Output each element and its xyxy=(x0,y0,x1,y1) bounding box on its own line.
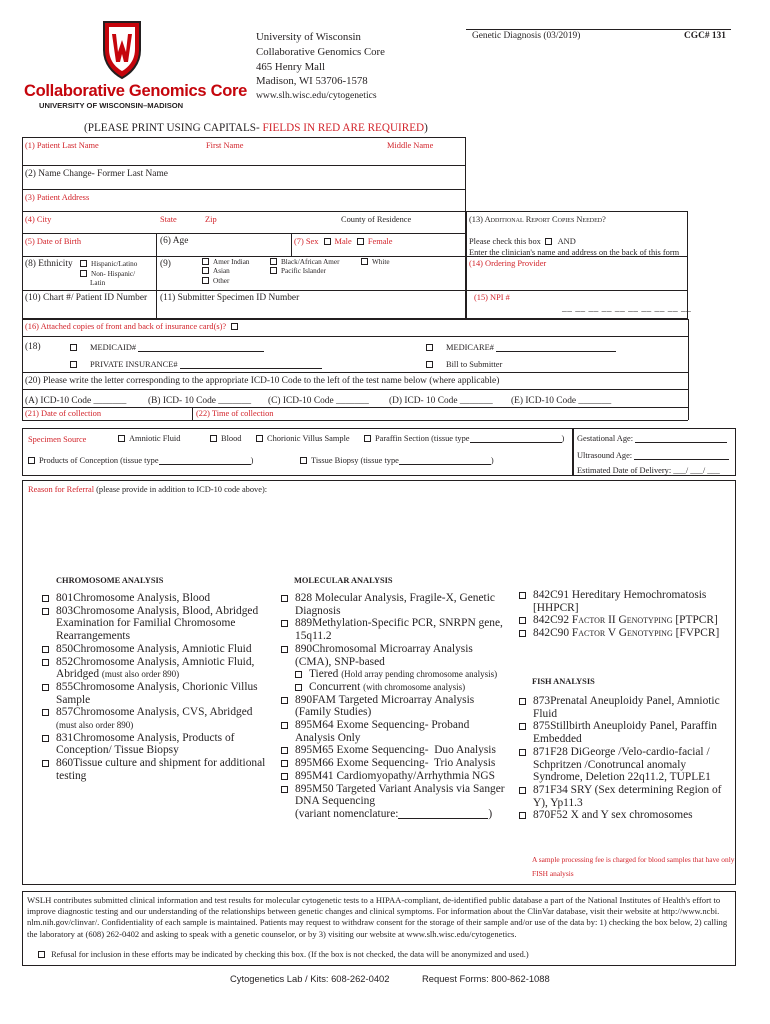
hispanic-checkbox[interactable] xyxy=(80,260,87,267)
test-828[interactable] xyxy=(281,592,507,617)
gestational-age-row xyxy=(577,434,727,443)
asian-label: Asian xyxy=(213,267,230,276)
test-852-label: 852Chromosome Analysis, Amniotic Fluid, Abridged xyxy=(56,655,255,681)
refusal-checkbox[interactable] xyxy=(38,951,45,958)
edd-row xyxy=(577,466,720,475)
paraffin-input[interactable] xyxy=(470,434,562,443)
test-895m65[interactable] xyxy=(281,744,507,757)
hemochromatosis-list xyxy=(519,589,731,640)
test-857-label: 857Chromosome Analysis, CVS, Abridged xyxy=(56,706,253,719)
test-803-checkbox[interactable] xyxy=(42,608,49,615)
report-copies-checkbox[interactable] xyxy=(545,238,552,245)
test-871f34-label: 871F34 SRY (Sex determining Region of Y), Yp11.3 xyxy=(533,783,722,809)
former-last-name-field[interactable]: (2) Name Change- Former Last Name xyxy=(25,169,168,179)
logo-text: Collaborative Genomics Core xyxy=(24,82,247,100)
patient-last-name-field[interactable]: (1) Patient Last Name xyxy=(25,141,99,150)
report-copies-label: (13) Additional Report Copies Needed? xyxy=(469,215,606,224)
icd-code-b[interactable]: (B) ICD- 10 Code _______ xyxy=(148,396,252,406)
bill-submitter-label: Bill to Submitter xyxy=(446,360,503,369)
white-label: White xyxy=(372,258,390,266)
ethnicity-options xyxy=(80,260,137,289)
test-842c92-checkbox[interactable] xyxy=(519,617,526,624)
test-860-checkbox[interactable] xyxy=(42,760,49,767)
lab-kits-phone: Cytogenetics Lab / Kits: 608-262-0402 xyxy=(230,973,390,984)
medicare-input[interactable] xyxy=(496,343,616,352)
instructions xyxy=(84,122,428,134)
test-890-concurrent[interactable] xyxy=(281,681,507,694)
test-890-tiered[interactable] xyxy=(281,668,507,681)
concurrent-checkbox[interactable] xyxy=(295,684,302,691)
npi-field[interactable]: (15) NPI # xyxy=(474,293,510,302)
white-checkbox[interactable] xyxy=(361,258,368,265)
ultrasound-age-row xyxy=(577,451,729,460)
non-hispanic-checkbox[interactable] xyxy=(80,270,87,277)
poc-checkbox[interactable] xyxy=(28,457,35,464)
test-890-label: 890Chromosomal Microarray Analysis (CMA), SNP-based xyxy=(295,642,473,668)
edd-label: Estimated Date of Delivery: xyxy=(577,466,672,475)
address-line: Collaborative Genomics Core xyxy=(256,45,385,58)
test-875[interactable] xyxy=(519,720,733,745)
test-857-note: (must also order 890) xyxy=(56,720,134,731)
race-options-3 xyxy=(361,258,390,266)
tiered-note: (Hold array pending chromosome analysis) xyxy=(341,669,498,680)
hispanic-label: Hispanic/Latino xyxy=(91,260,138,268)
private-insurance-label: PRIVATE INSURANCE# xyxy=(90,360,178,369)
clinvar-disclaimer: WSLH contributes submitted clinical information and test results for molecular cytogenetic tests to a HIPAA-compliant, de-identified public database a part of the National Institutes of Health's effort to improve diagnostic testing and our understanding of the relationships between genetic changes and clinical symptoms. For information about the ClinVar database, visit their website at http://www.ncbi. nlm.nih.gov/clinvar/. Confidentiality of each sample is maintained. Patients may request to withdraw consent for the storage of their sample and/or use of the data by: 1) checking the box below, 2) calling the laboratory at (608) 262-0402 and asking to speak with a genetic counselor, or by 3) visiting our website at www.slh.wisc.edu/cytogenetics. xyxy=(27,895,728,939)
insurance-cards-checkbox[interactable] xyxy=(231,323,238,330)
test-889[interactable] xyxy=(281,617,507,642)
tissue-biopsy-checkbox[interactable] xyxy=(300,457,307,464)
test-842c90[interactable] xyxy=(519,627,731,640)
collection-date-field[interactable]: (21) Date of collection xyxy=(25,409,102,418)
test-801-label: 801Chromosome Analysis, Blood xyxy=(56,592,211,604)
race-options-2 xyxy=(270,258,339,277)
check-box-text: Please check this box xyxy=(469,237,541,246)
test-801[interactable] xyxy=(42,592,266,605)
private-insurance-input[interactable] xyxy=(180,360,322,369)
collection-time-field[interactable]: (22) Time of collection xyxy=(196,409,274,418)
medicaid-checkbox[interactable] xyxy=(70,344,77,351)
test-871f28[interactable] xyxy=(519,746,733,784)
test-852-checkbox[interactable] xyxy=(42,659,49,666)
test-873-checkbox[interactable] xyxy=(519,698,526,705)
blood-label: Blood xyxy=(221,434,242,443)
test-857-checkbox[interactable] xyxy=(42,709,49,716)
test-871f28-checkbox[interactable] xyxy=(519,749,526,756)
cvs-label: Chorionic Villus Sample xyxy=(267,434,350,443)
pacific-label: Pacific Islander xyxy=(281,267,326,276)
variant-nomenclature-close: ) xyxy=(488,807,493,820)
amer-indian-checkbox[interactable] xyxy=(202,258,209,265)
test-895m66[interactable] xyxy=(281,757,507,770)
other-race-label: Other xyxy=(213,276,230,285)
amer-indian-label: Amer Indian xyxy=(213,258,250,266)
test-842c90-checkbox[interactable] xyxy=(519,630,526,637)
crest-icon xyxy=(100,18,144,80)
chromosome-title: CHROMOSOME ANALYSIS xyxy=(56,576,164,585)
test-870f52-label: 870F52 X and Y sex chromosomes xyxy=(533,809,693,822)
male-checkbox[interactable] xyxy=(324,238,331,245)
icd-code-e[interactable]: (E) ICD-10 Code _______ xyxy=(511,396,612,406)
test-889-checkbox[interactable] xyxy=(281,620,288,627)
test-871f34[interactable] xyxy=(519,784,733,809)
pacific-checkbox[interactable] xyxy=(270,267,277,274)
poc-close: ) xyxy=(250,456,254,465)
test-871f34-checkbox[interactable] xyxy=(519,787,526,794)
county-field[interactable]: County of Residence xyxy=(341,215,412,224)
zip-field[interactable]: Zip xyxy=(205,215,217,224)
patient-first-name-field[interactable]: First Name xyxy=(206,141,244,150)
test-895m41[interactable] xyxy=(281,770,507,783)
state-field[interactable]: State xyxy=(160,215,177,224)
fish-list xyxy=(519,695,733,822)
reason-referral-instruction: (please provide in addition to ICD-10 code above): xyxy=(94,485,268,494)
paraffin-option xyxy=(364,434,564,443)
chromosome-list xyxy=(42,592,266,783)
medicare-label: MEDICARE# xyxy=(446,343,494,352)
form-code: CGC# 131 xyxy=(684,31,726,41)
test-895m66-checkbox[interactable] xyxy=(281,760,288,767)
fish-title: FISH ANALYSIS xyxy=(532,677,595,686)
tissue-biopsy-input[interactable] xyxy=(399,456,491,465)
test-842c91-label: 842C91 Hereditary Hemochromatosis xyxy=(533,589,707,601)
female-label: Female xyxy=(367,237,393,246)
test-890fam-checkbox[interactable] xyxy=(281,697,288,704)
poc-label: Products of Conception (tissue type xyxy=(39,456,159,465)
tissue-biopsy-option xyxy=(300,456,494,465)
test-852[interactable] xyxy=(42,656,266,681)
insurance-cards-row xyxy=(25,322,242,331)
black-label: Black/African Amer xyxy=(281,258,340,266)
test-895m50-label: 895M50 Targeted Variant Analysis via Sanger DNA Sequencing xyxy=(295,782,505,808)
lab-website: www.slh.wisc.edu/cytogenetics xyxy=(256,90,377,102)
test-895m41-checkbox[interactable] xyxy=(281,773,288,780)
female-checkbox[interactable] xyxy=(357,238,364,245)
refusal-label: Refusal for inclusion in these efforts may be indicated by checking this box. (If the box is not checked, the data will be anonymized and used.) xyxy=(51,950,529,959)
test-889-label: 889Methylation-Specific PCR, SNRPN gene, 15q11.2 xyxy=(295,617,503,643)
test-855-label: 855Chromosome Analysis, Chorionic Villus Sample xyxy=(56,680,258,706)
test-842c91-code: [HHPCR] xyxy=(533,601,579,614)
edd-input[interactable]: ___/ ___/ ___ xyxy=(673,466,720,475)
reason-referral-label: Reason for Referral xyxy=(28,485,95,494)
test-890[interactable] xyxy=(281,643,507,668)
test-860[interactable] xyxy=(42,757,266,782)
address-line: Madison, WI 53706-1578 xyxy=(256,75,368,88)
specimen-source-label: Specimen Source xyxy=(28,435,87,444)
specimen-id-field[interactable]: (11) Submitter Specimen ID Number xyxy=(160,293,300,303)
test-895m65-label: 895M65 Exome Sequencing- Duo Analysis xyxy=(295,744,496,757)
reason-referral-row xyxy=(28,485,267,494)
test-842c91-checkbox[interactable] xyxy=(519,592,526,599)
paraffin-label: Paraffin Section (tissue type xyxy=(375,434,470,443)
other-race-checkbox[interactable] xyxy=(202,277,209,284)
fish-footnote: A sample processing fee is charged for blood samples that have only FISH analysis xyxy=(532,855,735,878)
test-828-label: 828 Molecular Analysis, Fragile-X, Genetic Diagnosis xyxy=(295,592,495,617)
clinician-instruction: Enter the clinician's name and address on the back of this form xyxy=(469,248,680,257)
instruction-text: (PLEASE PRINT USING CAPITALS- xyxy=(84,122,260,134)
test-855[interactable] xyxy=(42,681,266,706)
medicaid-input[interactable] xyxy=(138,343,264,352)
test-803[interactable] xyxy=(42,605,266,643)
tissue-biopsy-close: ) xyxy=(490,456,494,465)
concurrent-label: Concurrent xyxy=(309,680,361,693)
age-field[interactable]: (6) Age xyxy=(160,236,189,246)
test-850-label: 850Chromosome Analysis, Amniotic Fluid xyxy=(56,642,252,655)
form-title-box xyxy=(466,29,731,30)
request-forms-phone: Request Forms: 800-862-1088 xyxy=(422,973,550,984)
blood-option xyxy=(210,434,241,443)
dob-field[interactable]: (5) Date of Birth xyxy=(25,237,82,246)
test-895m64-label: 895M64 Exome Sequencing- Proband Analysis Only xyxy=(295,719,470,744)
test-842c90-label: 842C90 Factor V Genotyping [FVPCR] xyxy=(533,627,720,640)
test-890-checkbox[interactable] xyxy=(281,646,288,653)
cvs-checkbox[interactable] xyxy=(256,435,263,442)
amniotic-checkbox[interactable] xyxy=(118,435,125,442)
test-875-label: 875Stillbirth Aneuploidy Panel, Paraffin Embedded xyxy=(533,720,717,746)
address-line: University of Wisconsin xyxy=(256,31,361,43)
test-895m50[interactable] xyxy=(281,783,507,808)
test-801-checkbox[interactable] xyxy=(42,595,49,602)
race-label: (9) xyxy=(160,259,171,269)
test-873-label: 873Prenatal Aneuploidy Panel, Amniotic Fluid xyxy=(533,695,720,720)
instruction-required: FIELDS IN RED ARE REQUIRED xyxy=(259,122,425,134)
icd-code-a[interactable]: (A) ICD-10 Code _______ xyxy=(25,396,127,406)
form-title: Genetic Diagnosis (03/2019) xyxy=(472,31,581,41)
bill-submitter-row xyxy=(426,360,502,369)
sex-field xyxy=(294,237,392,246)
latin-label: Latin xyxy=(90,279,106,288)
address-line: 465 Henry Mall xyxy=(256,60,325,73)
concurrent-note: (with chromosome analysis) xyxy=(363,681,466,692)
test-870f52[interactable] xyxy=(519,809,733,822)
test-803-label: 803Chromosome Analysis, Blood, Abridged Examination for Familial Chromosome Rearrangements xyxy=(56,604,259,643)
poc-input[interactable] xyxy=(159,456,251,465)
race-options-1 xyxy=(202,258,250,286)
instruction-close: ) xyxy=(424,122,428,134)
black-checkbox[interactable] xyxy=(270,258,277,265)
icd-code-d[interactable]: (D) ICD- 10 Code _______ xyxy=(389,396,493,406)
report-copies-instructions xyxy=(469,236,679,258)
test-857[interactable] xyxy=(42,706,266,731)
test-895m50-checkbox[interactable] xyxy=(281,786,288,793)
test-842c92-label: 842C92 Factor II Genotyping [PTPCR] xyxy=(533,614,718,627)
icd-code-c[interactable]: (C) ICD-10 Code _______ xyxy=(268,396,369,406)
patient-address-field[interactable]: (3) Patient Address xyxy=(25,193,90,202)
amniotic-option xyxy=(118,434,180,443)
ethnicity-label: (8) Ethnicity xyxy=(25,259,73,269)
icd-instruction: (20) Please write the letter corresponding to the appropriate ICD-10 Code to the left of the test name below (where applicable) xyxy=(25,376,500,386)
medicare-row xyxy=(426,343,616,352)
chart-id-field[interactable]: (10) Chart #/ Patient ID Number xyxy=(25,293,148,303)
logo xyxy=(24,18,247,110)
medicare-checkbox[interactable] xyxy=(426,344,433,351)
ordering-provider-field[interactable]: (14) Ordering Provider xyxy=(469,259,547,268)
blood-checkbox[interactable] xyxy=(210,435,217,442)
cvs-option xyxy=(256,434,350,443)
amniotic-label: Amniotic Fluid xyxy=(129,434,181,443)
city-field[interactable]: (4) City xyxy=(25,215,52,224)
variant-nomenclature-input[interactable] xyxy=(398,810,488,819)
test-852-note: (must also order 890) xyxy=(101,669,180,680)
test-828-checkbox[interactable] xyxy=(281,595,288,602)
medicaid-label: MEDICAID# xyxy=(90,343,137,352)
gestational-age-label: Gestational Age: xyxy=(577,434,634,443)
test-850[interactable] xyxy=(42,643,266,656)
test-895m41-label: 895M41 Cardiomyopathy/Arrhythmia NGS xyxy=(295,769,495,782)
test-895m64[interactable] xyxy=(281,719,507,744)
private-insurance-row xyxy=(70,360,322,369)
test-831[interactable] xyxy=(42,732,266,757)
poc-option xyxy=(28,456,253,465)
ultrasound-age-label: Ultrasound Age: xyxy=(577,451,633,460)
patient-middle-name-field[interactable]: Middle Name xyxy=(387,141,434,150)
test-860-label: 860Tissue culture and shipment for additional testing xyxy=(56,757,266,782)
test-842c92[interactable] xyxy=(519,614,731,627)
test-890fam-label: 890FAM Targeted Microarray Analysis (Family Studies) xyxy=(295,693,475,719)
medicaid-row xyxy=(70,343,264,352)
sex-label: (7) Sex xyxy=(294,237,319,246)
tiered-checkbox[interactable] xyxy=(295,671,302,678)
gestational-age-input[interactable] xyxy=(635,434,727,443)
private-insurance-checkbox[interactable] xyxy=(70,361,77,368)
paraffin-checkbox[interactable] xyxy=(364,435,371,442)
test-870f52-checkbox[interactable] xyxy=(519,812,526,819)
test-831-checkbox[interactable] xyxy=(42,735,49,742)
refusal-row xyxy=(38,950,529,959)
test-831-label: 831Chromosome Analysis, Products of Conception/ Tissue Biopsy xyxy=(56,731,235,757)
test-855-checkbox[interactable] xyxy=(42,684,49,691)
lab-address xyxy=(256,30,385,104)
test-842c91[interactable] xyxy=(519,589,731,614)
variant-nomenclature xyxy=(281,808,507,821)
variant-nomenclature-label: (variant nomenclature: xyxy=(295,807,399,820)
test-895m64-checkbox[interactable] xyxy=(281,722,288,729)
asian-checkbox[interactable] xyxy=(202,267,209,274)
insurance-cards-label: (16) Attached copies of front and back of insurance card(s)? xyxy=(25,322,227,331)
and-text: AND xyxy=(557,237,576,246)
test-895m66-label: 895M66 Exome Sequencing- Trio Analysis xyxy=(295,757,496,770)
insurance-section-label: (18) xyxy=(25,342,41,352)
tiered-label: Tiered xyxy=(309,668,339,681)
paraffin-close: ) xyxy=(561,434,565,443)
test-873[interactable] xyxy=(519,695,733,720)
test-890fam[interactable] xyxy=(281,694,507,719)
test-850-checkbox[interactable] xyxy=(42,646,49,653)
test-871f28-label: 871F28 DiGeorge /Velo-cardio-facial / Schpritzen /Conotruncal anomaly Syndrome, Deletion 22q11.2, TUPLE1 xyxy=(533,745,711,784)
molecular-title: MOLECULAR ANALYSIS xyxy=(294,576,393,585)
non-hispanic-label: Non- Hispanic/ xyxy=(91,269,136,278)
logo-subtext: UNIVERSITY OF WISCONSIN–MADISON xyxy=(39,101,184,110)
bill-submitter-checkbox[interactable] xyxy=(426,361,433,368)
tissue-biopsy-label: Tissue Biopsy (tissue type xyxy=(311,456,399,465)
npi-blanks[interactable]: __ __ __ __ __ __ __ __ __ __ xyxy=(562,304,692,314)
male-label: Male xyxy=(334,237,352,246)
ultrasound-age-input[interactable] xyxy=(634,451,729,460)
test-875-checkbox[interactable] xyxy=(519,723,526,730)
test-895m65-checkbox[interactable] xyxy=(281,747,288,754)
molecular-list xyxy=(281,592,507,821)
